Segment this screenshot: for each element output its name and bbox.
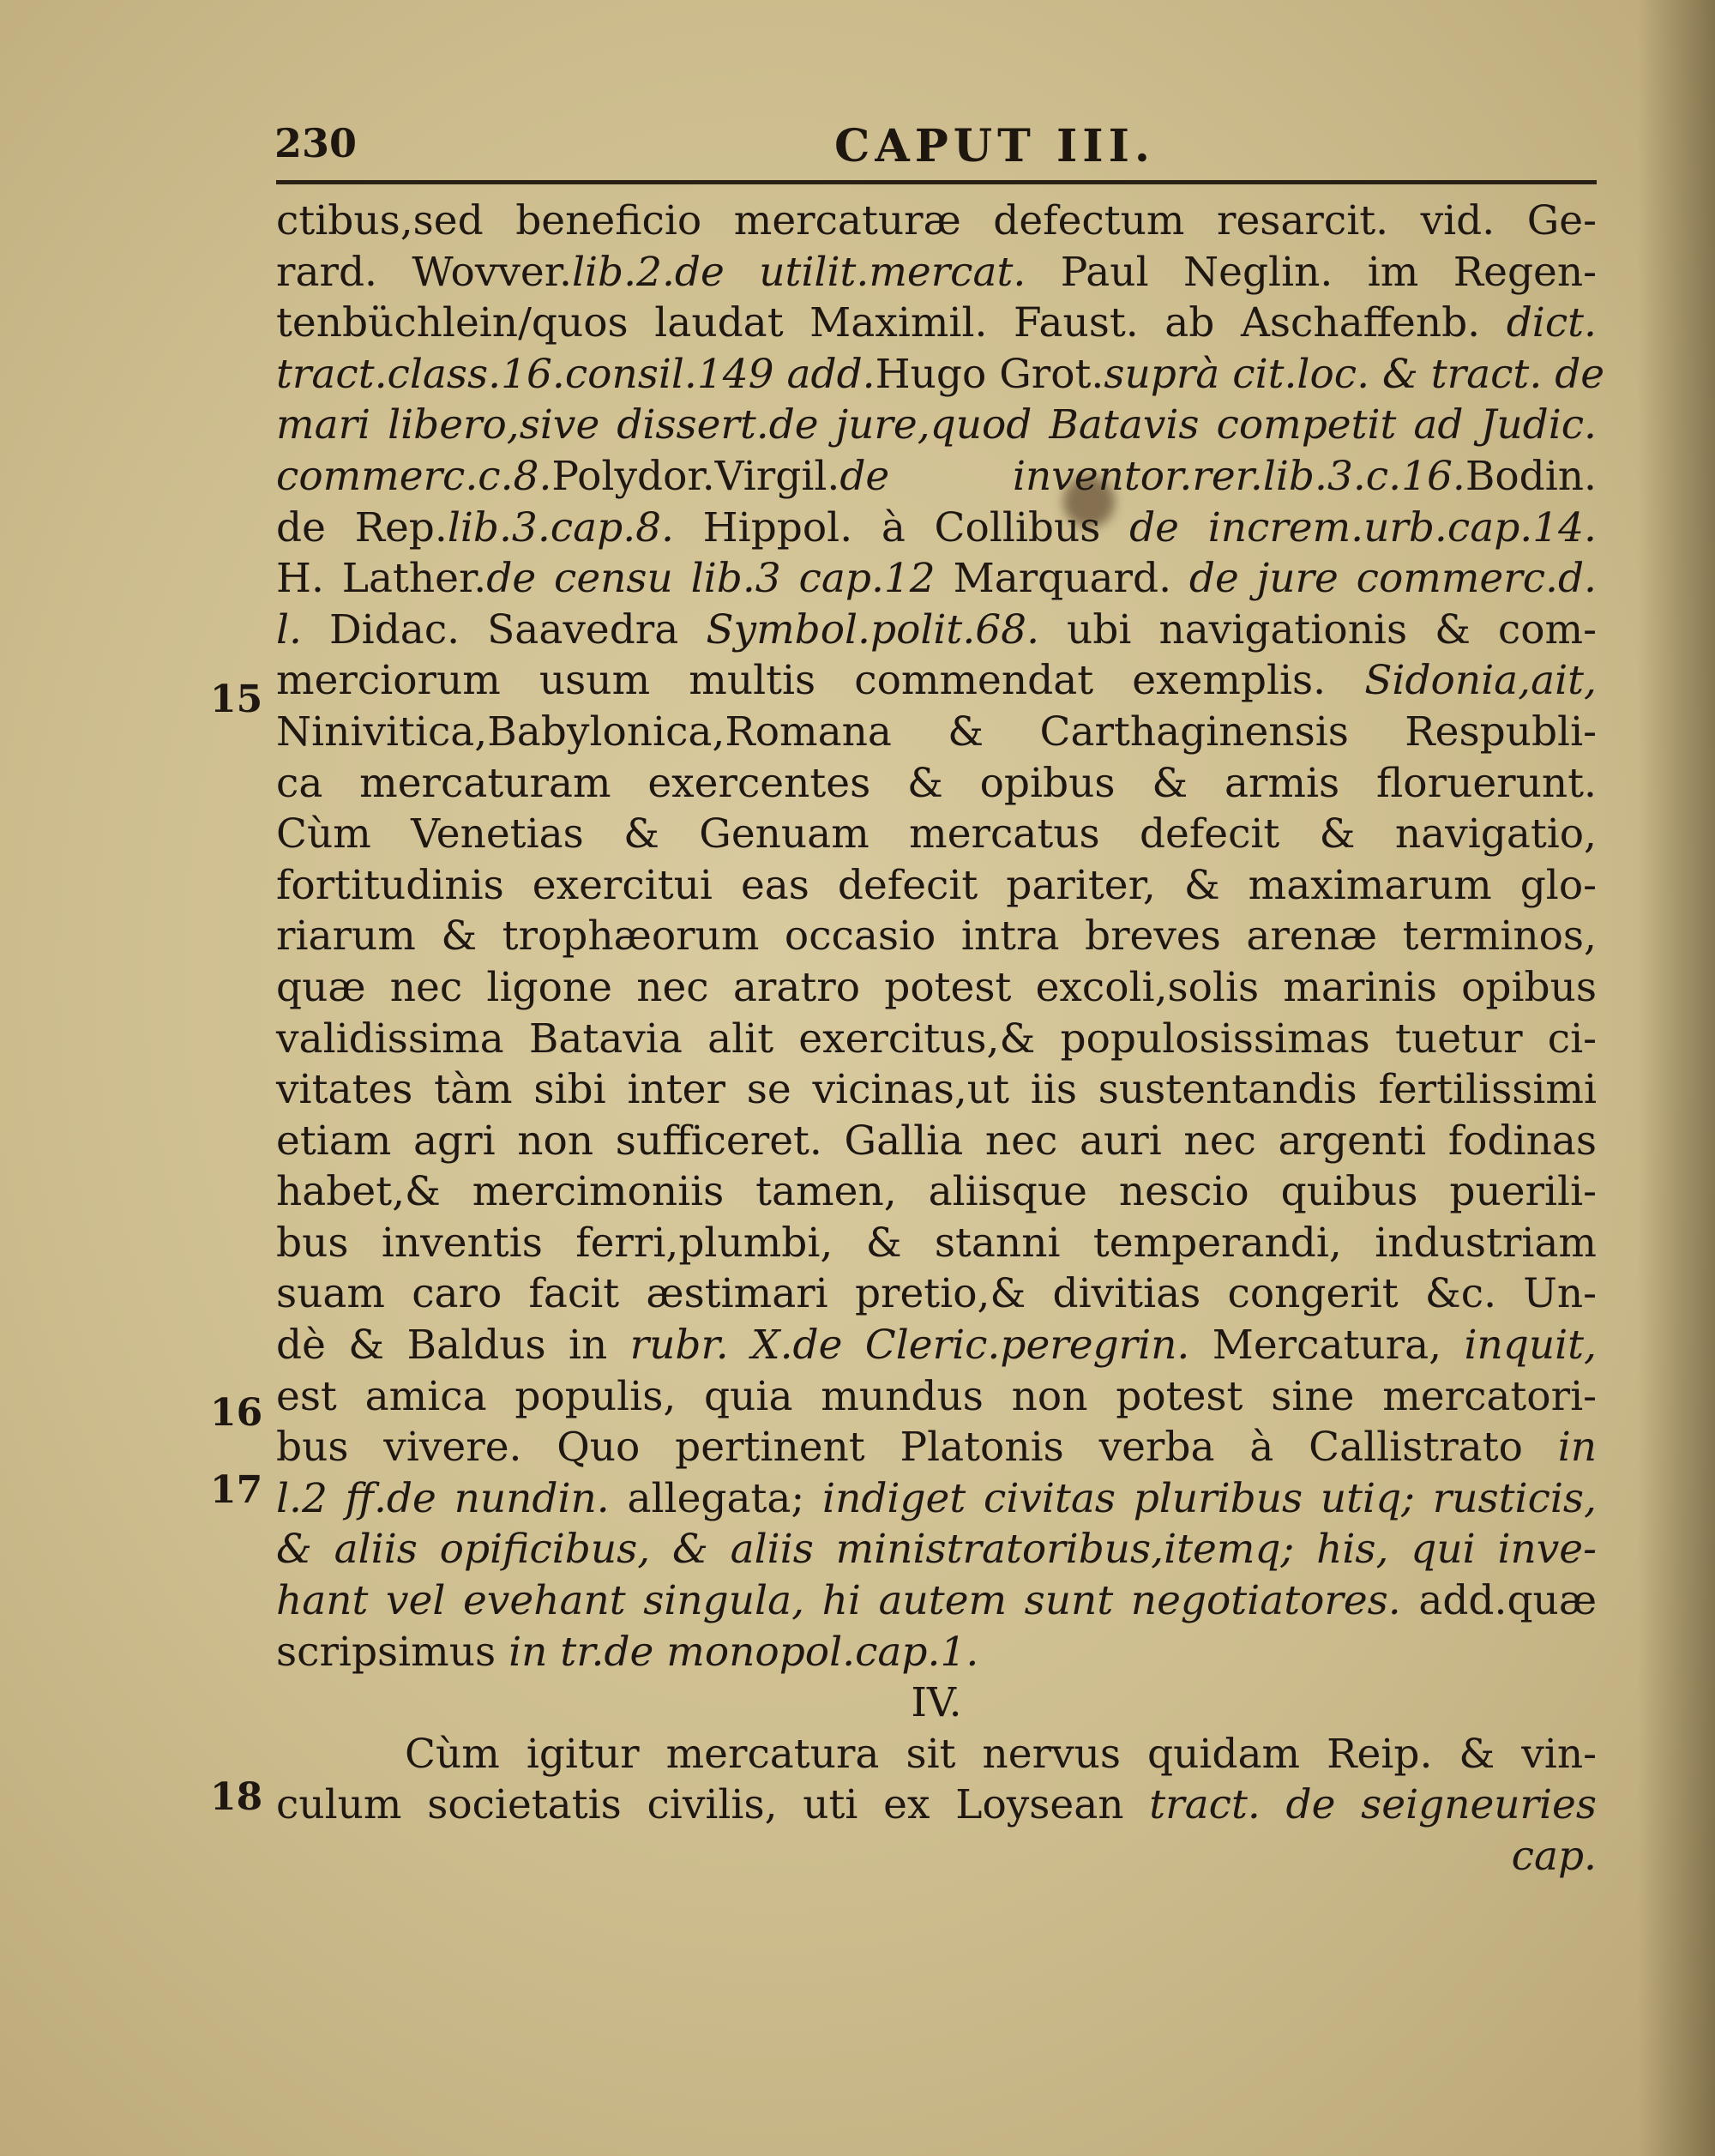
text-line: riarum & trophæorum occasio intra breves arenæ terminos, bbox=[276, 912, 1597, 961]
catchword: cap. bbox=[1511, 1833, 1597, 1880]
text-line: culum societatis civilis, uti ex Loysean tract. de seigneuries bbox=[276, 1781, 1597, 1829]
text-line: commerc.c.8.Polydor.Virgil.de inventor.rer.lib.3.c.16.Bodin. bbox=[276, 452, 1597, 500]
text-line: est amica populis, quia mundus non potest sine mercatori- bbox=[276, 1372, 1597, 1420]
marginal-number: 17 bbox=[210, 1468, 263, 1512]
text-line: Ninivitica,Babylonica,Romana & Carthaginensis Respubli- bbox=[276, 708, 1597, 756]
text-line: H. Lather.de censu lib.3 cap.12 Marquard. de jure commerc.d. bbox=[276, 555, 1597, 603]
text-line: scripsimus in tr.de monopol.cap.1. bbox=[276, 1628, 979, 1676]
text-line: tract.class.16.consil.149 add.Hugo Grot.suprà cit.loc. & tract. de bbox=[276, 350, 1605, 398]
text-line: & aliis opificibus, & aliis ministratoribus,itemq; his, qui inve- bbox=[276, 1526, 1597, 1574]
text-line: merciorum usum multis commendat exemplis. Sidonia,ait, bbox=[276, 657, 1597, 705]
text-line: bus vivere. Quo pertinent Platonis verba à Callistrato in bbox=[276, 1424, 1597, 1472]
marginal-number: 16 bbox=[210, 1391, 263, 1435]
text-line: Cùm igitur mercatura sit nervus quidam Reip. & vin- bbox=[405, 1730, 1597, 1778]
marginal-number: 18 bbox=[210, 1775, 263, 1819]
text-line: ctibus,sed beneficio mercaturæ defectum resarcit. vid. Ge- bbox=[276, 197, 1597, 244]
running-head: CAPUT III. bbox=[833, 120, 1156, 172]
text-line: habet,& mercimoniis tamen, aliisque nescio quibus puerili- bbox=[276, 1168, 1597, 1216]
text-line: bus inventis ferri,plumbi, & stanni temperandi, industriam bbox=[276, 1219, 1597, 1267]
text-line: ca mercaturam exercentes & opibus & armis floruerunt. bbox=[276, 759, 1597, 807]
text-line: validissima Batavia alit exercitus,& populosissimas tuetur ci- bbox=[276, 1015, 1597, 1063]
text-line: l. Didac. Saavedra Symbol.polit.68. ubi navigationis & com- bbox=[276, 605, 1597, 653]
page-number: 230 bbox=[274, 120, 358, 166]
body-text bbox=[276, 196, 1605, 1882]
text-line: l.2 ff.de nundin. allegata; indiget civitas pluribus utiq; rusticis, bbox=[276, 1474, 1597, 1522]
text-line: suam caro facit æstimari pretio,& divitias congerit &c. Un- bbox=[276, 1270, 1597, 1318]
text-line: Cùm Venetias & Genuam mercatus defecit & navigatio, bbox=[276, 810, 1597, 858]
text-line: de Rep.lib.3.cap.8. Hippol. à Collibus de increm.urb.cap.14. bbox=[276, 503, 1597, 551]
page-edge-shadow bbox=[1638, 0, 1715, 2156]
marginal-number: 15 bbox=[210, 678, 263, 721]
text-line: rard. Wovver.lib.2.de utilit.mercat. Paul Neglin. im Regen- bbox=[276, 248, 1598, 296]
section-number: IV. bbox=[911, 1679, 962, 1727]
text-line: etiam agri non sufficeret. Gallia nec auri nec argenti fodinas bbox=[276, 1117, 1597, 1165]
text-line: tenbüchlein/quos laudat Maximil. Faust. ab Aschaffenb. dict. bbox=[276, 299, 1597, 347]
text-line: mari libero,sive dissert.de jure,quod Batavis competit ad Judic. bbox=[276, 401, 1597, 449]
text-line: vitates tàm sibi inter se vicinas,ut iis sustentandis fertilissimi bbox=[276, 1066, 1597, 1114]
text-line: hant vel evehant singula, hi autem sunt negotiatores. add.quæ bbox=[276, 1577, 1597, 1625]
page-header bbox=[274, 120, 1595, 180]
text-line: quæ nec ligone nec aratro potest excoli,solis marinis opibus bbox=[276, 963, 1597, 1011]
header-rule bbox=[276, 180, 1597, 184]
text-line: fortitudinis exercitui eas defecit pariter, & maximarum glo- bbox=[276, 861, 1597, 909]
text-line: dè & Baldus in rubr. X.de Cleric.peregrin. Mercatura, inquit, bbox=[276, 1322, 1598, 1370]
